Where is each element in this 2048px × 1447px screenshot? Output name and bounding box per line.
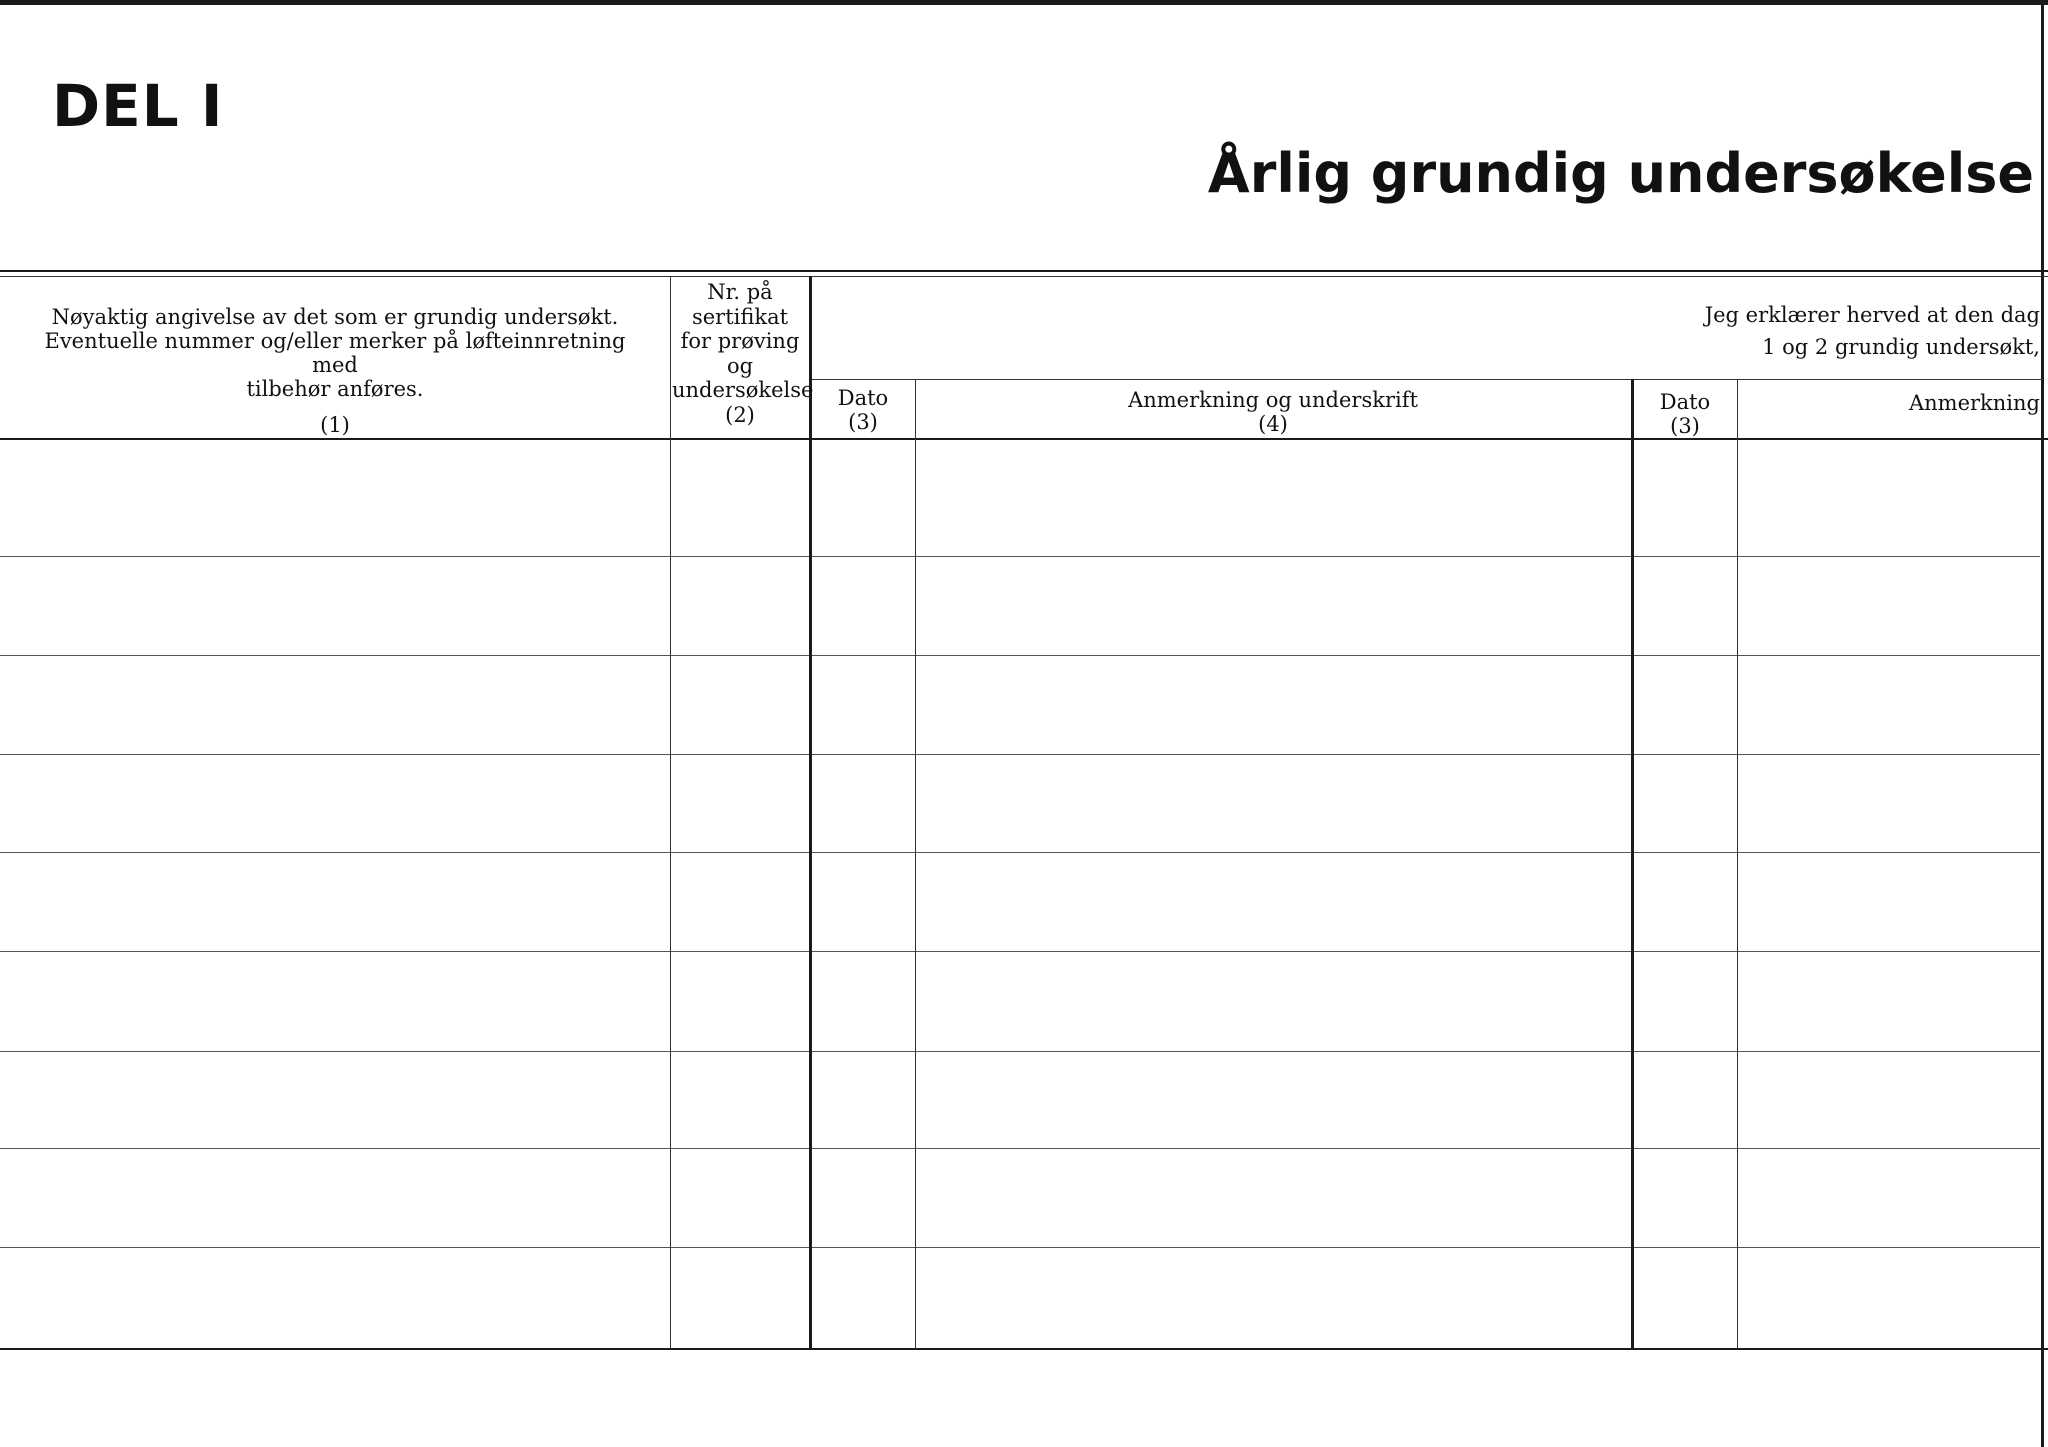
remark-a-label: Anmerkning og underskrift	[1128, 388, 1418, 412]
date-a-number: (3)	[848, 410, 878, 434]
col2-header-line: sertifikat	[691, 304, 789, 329]
section-label: DEL I	[52, 72, 224, 140]
table-row	[0, 656, 2040, 755]
col1-header	[20, 305, 650, 437]
col2-header-line: for prøving	[680, 329, 800, 353]
table-row	[0, 440, 2040, 557]
remark-a-number: (4)	[1258, 412, 1288, 436]
table-row	[0, 557, 2040, 656]
remark-a-separator	[1631, 379, 1634, 1349]
col2-header-line: undersøkelse	[672, 378, 814, 402]
table-row	[0, 1248, 2040, 1348]
col1-header-line: Eventuelle nummer og/eller merker på løfteinnretning med	[44, 329, 626, 377]
table-top-rule	[0, 270, 2048, 272]
col2-number: (2)	[725, 402, 755, 427]
date-b-number: (3)	[1670, 414, 1700, 438]
subheader-rule	[811, 379, 2043, 380]
remark-b-header: Anmerkning	[1908, 391, 2040, 415]
table-row	[0, 853, 2040, 952]
remark-a-header	[917, 388, 1629, 436]
col2-separator	[809, 276, 812, 1349]
col1-separator	[670, 276, 671, 1349]
declaration-line: Jeg erklærer herved at den dag	[1704, 303, 2040, 327]
scan-right-border	[2041, 0, 2044, 1447]
table-bottom-rule	[0, 1348, 2048, 1350]
date-a-header	[812, 386, 914, 434]
form-title: Årlig grundig undersøkelse	[1207, 142, 2034, 205]
col1-header-line: tilbehør anføres.	[246, 377, 424, 401]
table-row	[0, 755, 2040, 853]
date-b-separator	[1737, 379, 1738, 1349]
declaration-text	[1705, 303, 2040, 360]
col2-header-line: og	[726, 353, 754, 378]
table-row	[0, 1149, 2040, 1248]
declaration-line: 1 og 2 grundig undersøkt,	[1762, 335, 2040, 359]
col1-header-line: Nøyaktig angivelse av det som er grundig undersøkt.	[51, 305, 619, 329]
scan-top-border	[0, 0, 2048, 5]
col2-header-line: Nr. på	[707, 280, 773, 304]
date-a-separator	[915, 379, 916, 1349]
col1-number: (1)	[320, 413, 350, 437]
table-row	[0, 1052, 2040, 1149]
date-b-label: Dato	[1659, 390, 1711, 414]
table-top-rule-inner	[0, 276, 2048, 277]
col2-header	[672, 280, 814, 427]
table-row	[0, 952, 2040, 1052]
date-a-label: Dato	[837, 386, 889, 410]
date-b-header	[1634, 390, 1736, 438]
